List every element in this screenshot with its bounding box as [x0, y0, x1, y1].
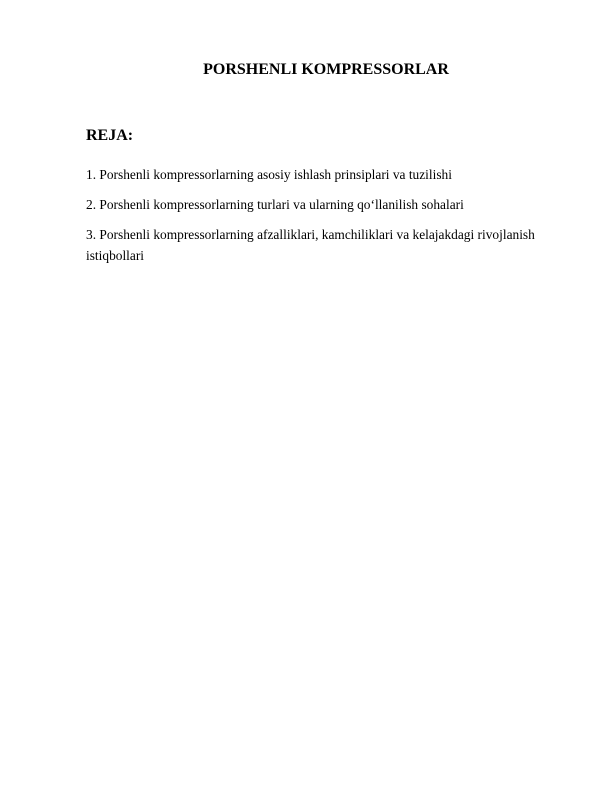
plan-item-2: 2. Porshenli kompressorlarning turlari va ularning qo‘llanilish sohalari: [86, 197, 464, 212]
document-title: PORSHENLI KOMPRESSORLAR: [203, 61, 449, 78]
plan-item-3: 3. Porshenli kompressorlarning afzalliklari, kamchiliklari va kelajakdagi rivojlanish istiqbollari: [86, 227, 535, 263]
plan-list: [86, 164, 556, 275]
plan-heading: REJA:: [86, 127, 134, 144]
plan-item-1: 1. Porshenli kompressorlarning asosiy ishlash prinsiplari va tuzilishi: [86, 167, 452, 182]
